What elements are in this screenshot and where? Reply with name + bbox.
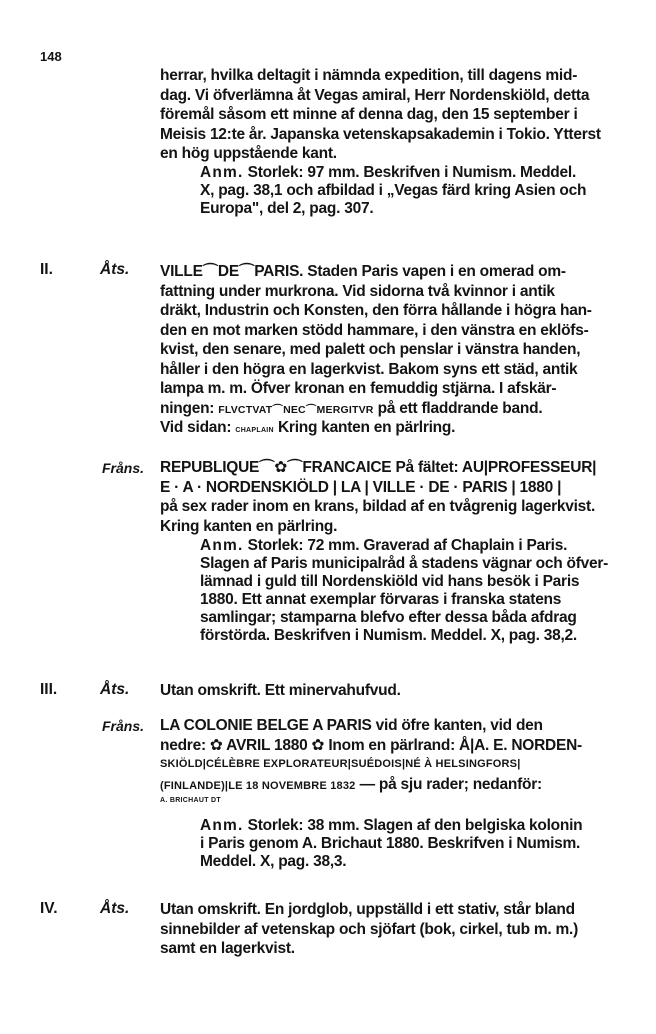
- note-label: Anm.: [200, 537, 244, 554]
- note-text: Storlek: 72 mm. Graverad af Chaplain i Paris.: [243, 537, 568, 554]
- text-line: på sex rader inom en krans, bildad af en tvågrenig lagerkvist.: [160, 498, 596, 515]
- text-line: dag. Vi öfverlämna åt Vegas amiral, Herr Nordenskiöld, detta: [160, 86, 590, 104]
- exergue-prefix: ningen:: [160, 399, 219, 417]
- note-line: 1880. Ett annat exemplar förvaras i franska statens: [200, 591, 562, 608]
- text-line: samt en lagerkvist.: [160, 940, 295, 957]
- text-line: E · A · NORDENSKIÖLD | LA | VILLE · DE · PARIS | 1880 |: [160, 478, 562, 496]
- medal-4-obverse: [160, 900, 592, 959]
- note-line: förstörda. Beskrifven i Numism. Meddel. X, pag. 38,2.: [200, 627, 577, 644]
- text-line: [160, 399, 592, 419]
- medal-3-reverse: [160, 716, 592, 807]
- note-text: Storlek: 38 mm. Slagen af den belgiska kolonin: [243, 817, 583, 834]
- note-line: Meddel. X, pag. 38,3.: [200, 853, 347, 870]
- note-line: X, pag. 38,1 och afbildad i „Vegas färd kring Asien och: [200, 182, 587, 199]
- text-line: [160, 418, 592, 438]
- text-line: den en mot marken stödd hammare, i den vänstra en eklöfs-: [160, 321, 589, 339]
- side-suffix: Kring kanten en pärlring.: [273, 419, 456, 436]
- note-line: samlingar; stamparna blefvo efter dessa båda afdrag: [200, 609, 577, 626]
- intro-paragraph: [160, 66, 601, 164]
- medal-number: IV.: [40, 900, 58, 917]
- medal-2-obverse: [160, 262, 592, 438]
- medal-2-reverse: [160, 458, 597, 536]
- note-line: [200, 164, 594, 182]
- text-line: REPUBLIQUE⌒✿⌒FRANCAICE På fältet: AU|PROFESSEUR|: [160, 459, 597, 476]
- text-line: dräkt, Industrin och Konsten, den förra hållande i högra han-: [160, 302, 592, 319]
- signature-brichaut: A. BRICHAUT DT: [160, 797, 221, 804]
- medal-2-note: [200, 537, 609, 645]
- note-line: Europa", del 2, pag. 307.: [200, 200, 374, 217]
- medal-3-note: [200, 817, 594, 871]
- intro-note: [200, 164, 594, 218]
- reverse-label: Fråns.: [102, 460, 145, 476]
- text-line: Utan omskrift. En jordglob, uppställd i ett stativ, står bland: [160, 901, 575, 918]
- exergue-legend: FLVCTVAT⌒NEC⌒MERGITVR: [218, 403, 374, 416]
- medal-number: III.: [40, 681, 58, 698]
- text-line: nedre: ✿ AVRIL 1880 ✿ Inom en pärlrand: Å|A. E. NORDEN-: [160, 736, 582, 754]
- text-line: VILLE⌒DE⌒PARIS. Staden Paris vapen i en omerad om-: [160, 263, 566, 280]
- obverse-label: Åts.: [100, 900, 130, 917]
- obverse-label: Åts.: [100, 681, 130, 698]
- note-line: lämnad i guld till Nordenskiöld vid hans besök i Paris: [200, 573, 580, 590]
- note-line: Slagen af Paris municipalråd å stadens vägnar och öfver-: [200, 555, 609, 572]
- text-line: LA COLONIE BELGE A PARIS vid öfre kanten, vid den: [160, 717, 543, 734]
- reverse-label: Fråns.: [102, 718, 145, 734]
- text-line: en hög uppstående kant.: [160, 145, 337, 162]
- note-label: Anm.: [200, 817, 244, 834]
- note-line: i Paris genom A. Brichaut 1880. Beskrifven i Numism.: [200, 835, 581, 852]
- text-line: Utan omskrift. Ett minervahufvud.: [160, 682, 401, 699]
- medal-3-obverse: [160, 681, 592, 701]
- text-line: herrar, hvilka deltagit i nämnda expedition, till dagens mid-: [160, 67, 578, 84]
- legend-suffix: — på sju rader; nedanför:: [355, 775, 542, 793]
- note-text: Storlek: 97 mm. Beskrifven i Numism. Meddel.: [243, 164, 577, 181]
- page-number: 148: [40, 49, 62, 64]
- note-line: [200, 817, 594, 835]
- date-legend: (FINLANDE)|LE 18 NOVEMBRE 1832: [160, 779, 356, 792]
- signature-chaplain: CHAPLAIN: [235, 427, 274, 434]
- text-line: SKIÖLD|CÉLÈBRE EXPLORATEUR|SUÉDOIS|NÉ À HELSINGFORS|: [160, 758, 521, 770]
- side-prefix: Vid sidan:: [160, 419, 236, 436]
- text-line: föremål såsom ett minne af denna dag, den 15 september i: [160, 106, 578, 123]
- text-line: fattning under murkrona. Vid sidorna två kvinnor i antik: [160, 282, 555, 300]
- medal-number: II.: [40, 261, 53, 278]
- note-line: [200, 537, 594, 555]
- note-label: Anm.: [200, 164, 244, 181]
- text-line: håller i den högra en lagerkvist. Bakom syns ett städ, antik: [160, 360, 578, 378]
- text-line: kvist, den senare, med palett och penslar i vänstra handen,: [160, 341, 581, 358]
- exergue-suffix: på ett fladdrande band.: [373, 399, 543, 417]
- text-line: sinnebilder af vetenskap och sjöfart (bok, cirkel, tub m. m.): [160, 920, 578, 938]
- text-line: Meisis 12:te år. Japanska vetenskapsakademin i Tokio. Ytterst: [160, 125, 601, 143]
- text-line: lampa m. m. Öfver kronan en femuddig stjärna. I afskär-: [160, 380, 557, 397]
- text-line: Kring kanten en pärlring.: [160, 517, 338, 535]
- obverse-label: Åts.: [100, 261, 130, 278]
- text-line: [160, 775, 592, 795]
